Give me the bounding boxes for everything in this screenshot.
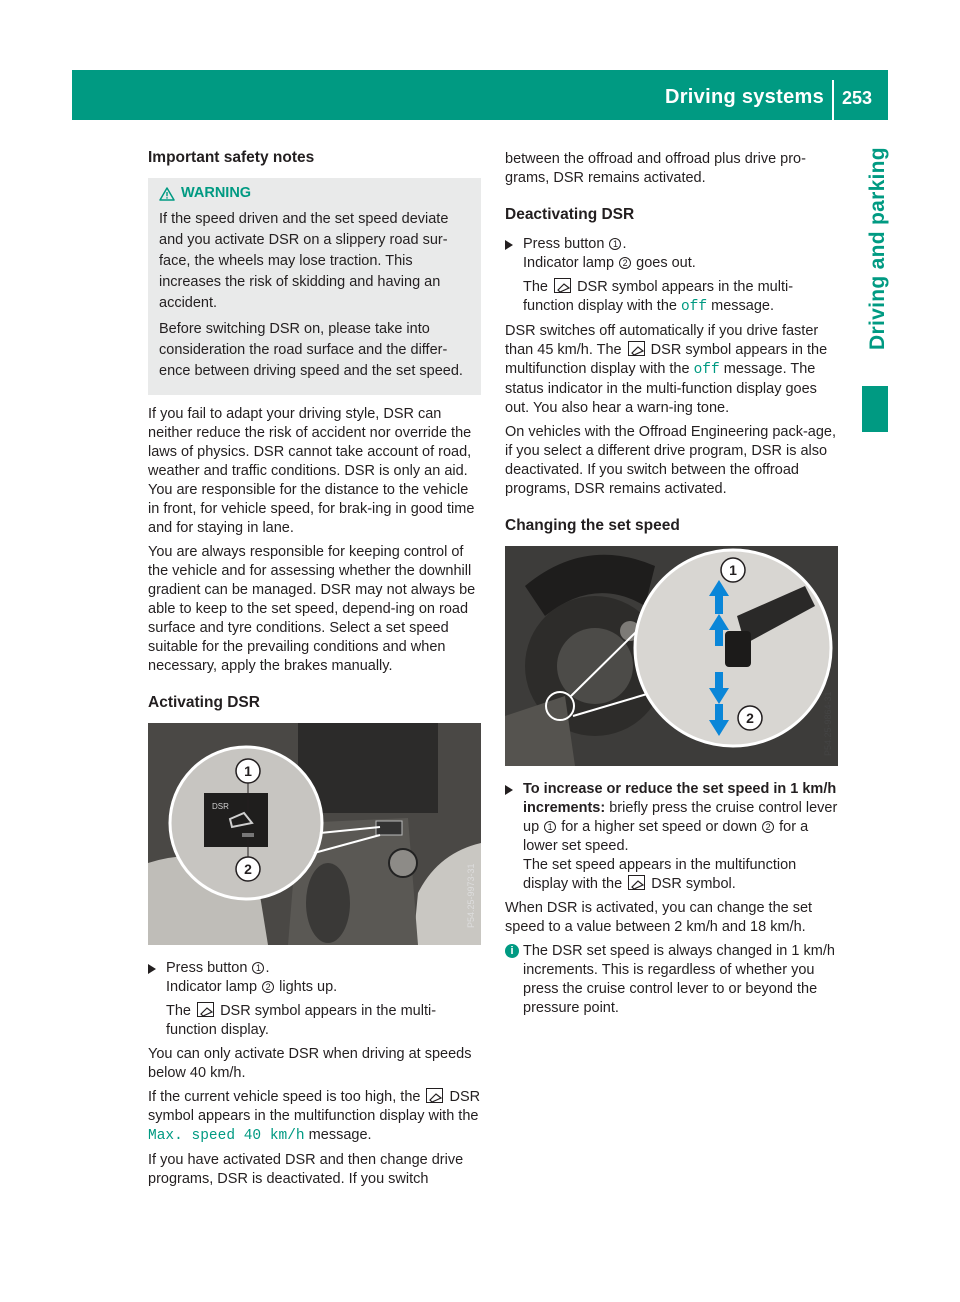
display-message-off: off <box>693 362 720 378</box>
chapter-tab-label: Driving and parking <box>865 146 889 350</box>
activating-heading: Activating DSR <box>148 694 260 711</box>
warning-header <box>159 184 473 203</box>
header-divider <box>832 80 834 120</box>
paragraph-auto-off: DSR switches off automatically if you drive faster than 45 km/h. The DSR symbol appears in the multifunction display with the off message. The status indicator in the multi-function display goes out. You also hear a warn-ing tone. <box>505 323 828 416</box>
dsr-button-figure <box>148 723 481 945</box>
dsr-symbol-icon <box>628 341 645 356</box>
warning-box <box>148 178 481 395</box>
paragraph-drive-programs: If you have activated DSR and then change drive programs, DSR is deactivated. If you switch <box>148 1152 464 1187</box>
activate-step: Press button 1 . Indicator lamp 2 lights up. <box>148 959 481 997</box>
page-number: 253 <box>842 88 873 108</box>
info-icon: i <box>505 944 519 958</box>
callout-1-ref: 1 <box>609 238 621 250</box>
info-note <box>505 942 838 1018</box>
callout-1-ref: 1 <box>252 962 264 974</box>
display-message-off: off <box>680 299 708 315</box>
deactivating-heading: Deactivating DSR <box>505 206 635 223</box>
display-message-max-speed: Max. speed 40 km/h <box>148 1128 305 1144</box>
warning-text-1: If the speed driven and the set speed deviate and you activate DSR on a slippery road sur-face, the wheels may lose traction. This increases the risk of skidding and having an accident. <box>159 211 449 311</box>
step-arrow-icon <box>148 964 156 974</box>
increase-reduce-step: To increase or reduce the set speed in 1 km/h increments: briefly press the cruise control lever up 1 for a higher set speed or down 2 for a lower set speed. The set speed appears in the multifunction display with the DSR symbol. <box>505 780 838 894</box>
dsr-symbol-icon <box>554 278 571 293</box>
dsr-symbol-icon <box>197 1002 214 1017</box>
callout-2-ref: 2 <box>619 257 631 269</box>
callout-2-ref: 2 <box>762 821 774 833</box>
section-title: Driving systems <box>664 86 824 108</box>
paragraph-too-high: If the current vehicle speed is too high, the DSR symbol appears in the multifunction display with the Max. speed 40 km/h message. <box>148 1089 481 1144</box>
figure2-callout-2: 2 <box>746 710 754 726</box>
changing-speed-heading: Changing the set speed <box>505 517 680 534</box>
paragraph-continued: between the offroad and offroad plus drive pro-grams, DSR remains activated. <box>505 151 806 186</box>
paragraph-responsibility: You are always responsible for keeping control of the vehicle and for assessing whether the downhill gradient can be managed. DSR may not always be able to keep to the set speed, depend-ing on road surface and tyre conditions. Select a set speed suitable for the prevailing conditions and when necessary, apply the brakes manually. <box>148 544 476 674</box>
callout-1-ref: 1 <box>544 821 556 833</box>
info-text: The DSR set speed is always changed in 1 km/h increments. This is regardless of whether you press the cruise control lever to or beyond the pressure point. <box>523 943 835 1016</box>
figure-dsr-label: DSR <box>212 802 229 811</box>
cruise-lever-figure <box>505 546 838 766</box>
chapter-marker <box>862 386 888 432</box>
step-arrow-icon <box>505 240 513 250</box>
figure2-code: P54.25-9864-31 <box>823 691 833 756</box>
warning-text-2: Before switching DSR on, please take into consideration the road surface and the differ-ence between driving speed and the set speed. <box>159 321 463 379</box>
safety-notes-heading: Important safety notes <box>148 149 315 166</box>
callout-2-ref: 2 <box>262 981 274 993</box>
paragraph-driving-style: If you fail to adapt your driving style, DSR can neither reduce the risk of accident nor override the laws of physics. DSR cannot take account of road, weather and traffic conditions. DSR is only an aid. You are responsible for the distance to the vehicle in front, for vehicle speed, for brak-ing in good time and for staying in lane. <box>148 406 475 536</box>
figure1-callout-1: 1 <box>244 763 252 779</box>
figure1-code: P54.25-9973-31 <box>466 863 476 928</box>
chapter-tab <box>862 128 892 368</box>
figure2-callout-1: 1 <box>729 562 737 578</box>
dsr-symbol-icon <box>628 875 645 890</box>
dsr-symbol-icon <box>426 1088 443 1103</box>
deactivate-symbol-line: The DSR symbol appears in the multi-function display with the off message. <box>523 279 794 315</box>
right-column <box>505 150 838 1018</box>
paragraph-speed-limit: You can only activate DSR when driving at speeds below 40 km/h. <box>148 1046 472 1081</box>
deactivate-step: Press button 1 . Indicator lamp 2 goes out. <box>505 235 838 273</box>
figure1-callout-2: 2 <box>244 861 252 877</box>
warning-label: WARNING <box>181 185 252 201</box>
paragraph-speed-range: When DSR is activated, you can change the set speed to a value between 2 km/h and 18 km/h. <box>505 900 813 935</box>
warning-triangle-icon <box>159 187 175 201</box>
left-column <box>148 148 481 1194</box>
paragraph-offroad: On vehicles with the Offroad Engineering pack-age, if you select a different drive program, DSR is also deactivated. If you switch between the offroad programs, DSR remains activated. <box>505 424 837 497</box>
activate-symbol-line: The DSR symbol appears in the multi-function display. <box>166 1003 437 1038</box>
step-arrow-icon <box>505 785 513 795</box>
